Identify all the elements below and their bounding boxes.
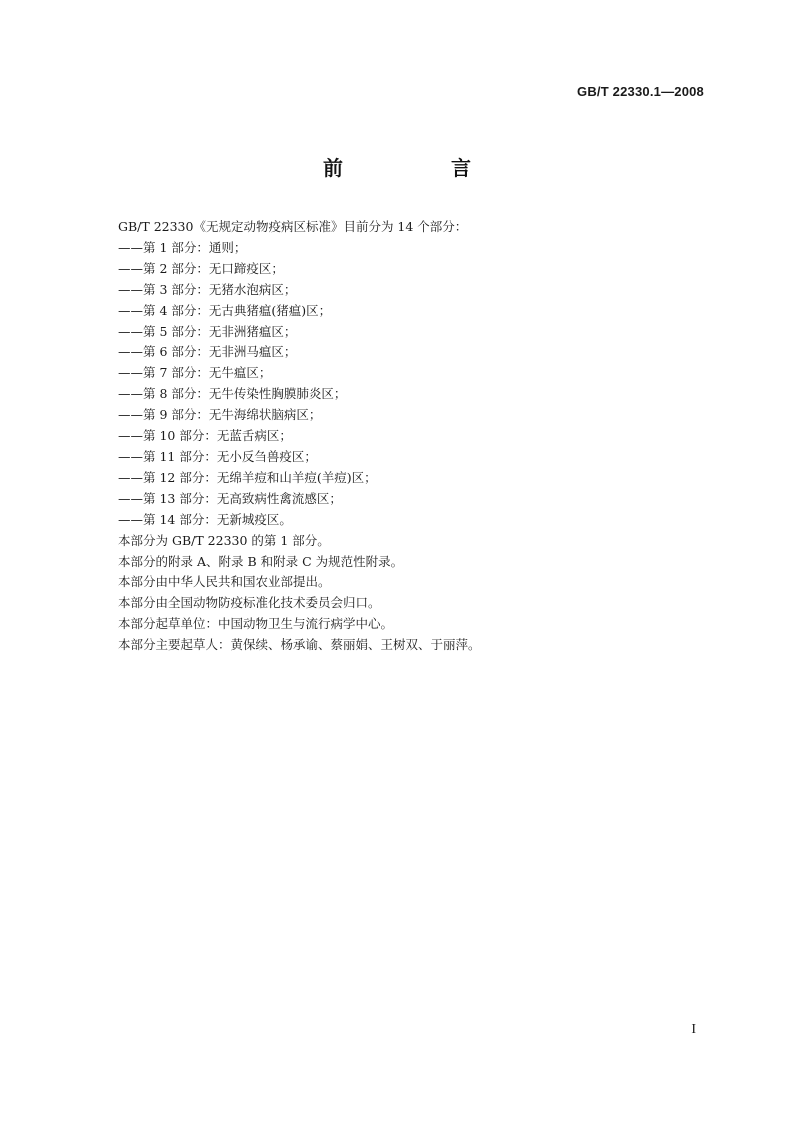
statement-line: 本部分起草单位：中国动物卫生与流行病学中心。 [118, 616, 394, 632]
em-dash: —— [118, 386, 143, 402]
part-label: 第 9 部分：无牛海绵状脑病区； [143, 407, 322, 423]
em-dash: —— [118, 344, 143, 360]
em-dash: —— [118, 428, 143, 444]
em-dash: —— [118, 260, 143, 276]
list-item [118, 384, 708, 405]
list-item [118, 363, 708, 384]
page-number: I [691, 1022, 696, 1037]
em-dash: —— [118, 469, 143, 485]
standard-code: GB/T 22330.1—2008 [577, 84, 704, 99]
em-dash: —— [118, 511, 143, 527]
part-label: 第 8 部分：无牛传染性胸膜肺炎区； [143, 386, 347, 402]
part-label: 第 11 部分：无小反刍兽疫区； [143, 448, 317, 464]
part-label: 第 1 部分：通则； [143, 239, 247, 255]
part-label: 第 4 部分：无古典猪瘟(猪瘟)区； [143, 302, 332, 318]
parts-list [118, 238, 708, 531]
page-title: 前 言 [323, 156, 515, 180]
list-item [118, 259, 708, 280]
part-label: 第 12 部分：无绵羊痘和山羊痘(羊痘)区； [143, 469, 377, 485]
list-item [118, 468, 708, 489]
part-label: 第 7 部分：无牛瘟区； [143, 365, 272, 381]
list-item [118, 238, 708, 259]
list-item [118, 447, 708, 468]
part-label: 第 5 部分：无非洲猪瘟区； [143, 323, 297, 339]
list-item [118, 322, 708, 343]
intro-paragraph: GB/T 22330《无规定动物疫病区标准》目前分为 14 个部分： [118, 219, 468, 234]
statement-line: 本部分主要起草人：黄保续、杨承谕、蔡丽娟、王树双、于丽萍。 [118, 637, 481, 653]
part-label: 第 10 部分：无蓝舌病区； [143, 428, 292, 444]
list-item [118, 301, 708, 322]
list-item [118, 426, 708, 447]
part-label: 第 6 部分：无非洲马瘟区； [143, 344, 297, 360]
list-item [118, 489, 708, 510]
list-item [118, 342, 708, 363]
em-dash: —— [118, 490, 143, 506]
statement-line: 本部分的附录 A、附录 B 和附录 C 为规范性附录。 [118, 553, 404, 569]
part-label: 第 13 部分：无高致病性禽流感区； [143, 490, 342, 506]
em-dash: —— [118, 323, 143, 339]
part-label: 第 3 部分：无猪水泡病区； [143, 281, 297, 297]
em-dash: —— [118, 365, 143, 381]
list-item [118, 510, 708, 531]
em-dash: —— [118, 281, 143, 297]
statement-line: 本部分由全国动物防疫标准化技术委员会归口。 [118, 595, 381, 611]
statement-line: 本部分由中华人民共和国农业部提出。 [118, 574, 331, 590]
list-item [118, 280, 708, 301]
statements [118, 531, 708, 656]
em-dash: —— [118, 302, 143, 318]
list-item [118, 405, 708, 426]
statement-line: 本部分为 GB/T 22330 的第 1 部分。 [118, 532, 330, 548]
em-dash: —— [118, 448, 143, 464]
part-label: 第 14 部分：无新城疫区。 [143, 511, 292, 527]
part-label: 第 2 部分：无口蹄疫区； [143, 260, 284, 276]
em-dash: —— [118, 407, 143, 423]
em-dash: —— [118, 239, 143, 255]
foreword-body [118, 217, 708, 656]
